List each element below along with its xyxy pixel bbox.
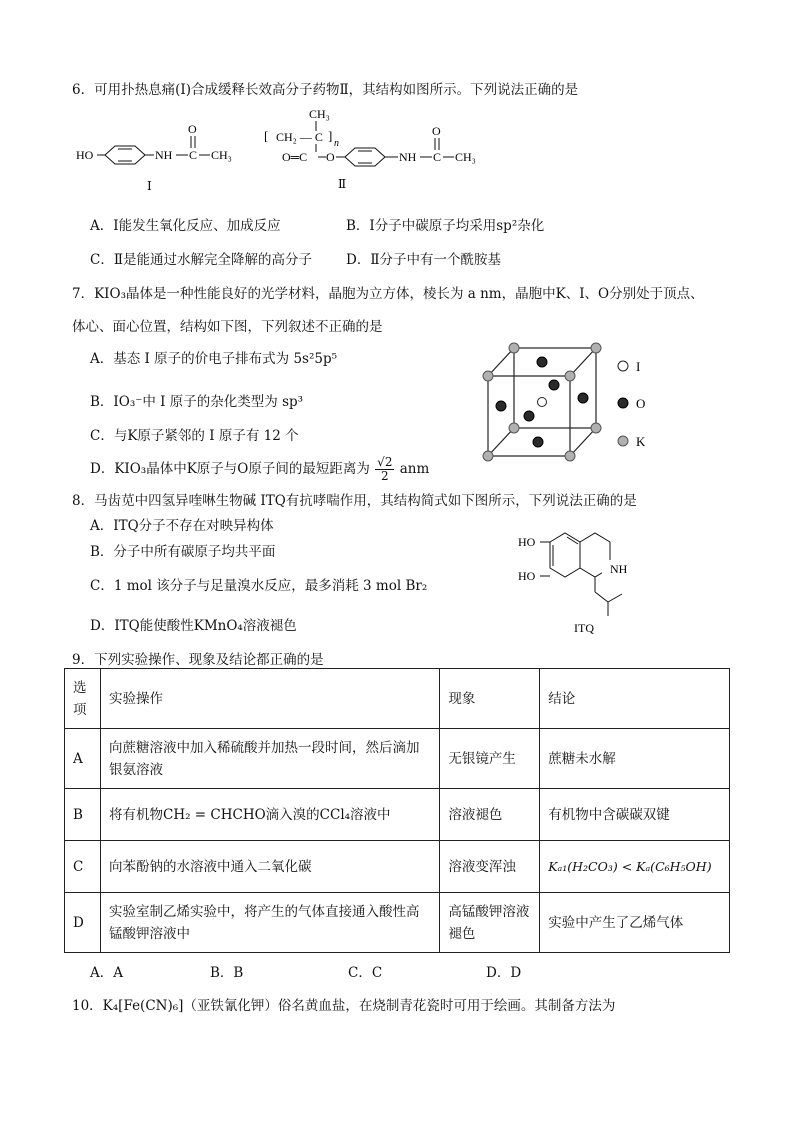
- q7-frac-unit: anm: [399, 461, 430, 477]
- q6-s2-n: n: [334, 138, 339, 149]
- q6-s2-o2: O: [432, 124, 441, 138]
- q6-s2-c: C: [433, 150, 442, 164]
- cell-operation: 将有机物CH₂ = CHCHO滴入溴的CCl₄溶液中: [100, 789, 439, 841]
- table-row: [65, 841, 730, 893]
- q6-s2-name: Ⅱ: [338, 177, 347, 191]
- svg-text:[: [: [264, 128, 269, 143]
- q8-ho-1: HO: [518, 535, 536, 549]
- cell-operation: 实验室制乙烯实验中，将产生的气体直接通入酸性高锰酸钾溶液中: [100, 893, 439, 953]
- cell-operation: 向蔗糖溶液中加入稀硫酸并加热一段时间，然后滴加银氨溶液: [100, 729, 439, 789]
- q7-stem-line1: 7．KIO₃晶体是一种性能良好的光学材料，晶胞为立方体，棱长为 a nm，晶胞中K、I、O分别处于顶点、: [72, 286, 704, 302]
- cell-conclusion: 实验中产生了乙烯气体: [540, 893, 730, 953]
- q6-structure-1: [72, 118, 252, 198]
- q8-option-d: D．ITQ能使酸性KMnO₄溶液褪色: [90, 618, 297, 634]
- cell-option: D: [65, 893, 101, 953]
- cell-conclusion: Kₐ₁(H₂CO₃) < Kₐ(C₆H₅OH): [540, 841, 730, 893]
- cell-option: C: [65, 841, 101, 893]
- q6-s2-ch3: CH₃: [309, 107, 330, 121]
- cell-phenomenon: 溶液褪色: [440, 789, 540, 841]
- q8-itq-name: ITQ: [574, 621, 594, 635]
- q10-stem: 10．K₄[Fe(CN)₆]（亚铁氰化钾）俗名黄血盐，在烧制青花瓷时可用于绘画。其制备方法为: [72, 998, 616, 1014]
- table-row: [65, 893, 730, 953]
- q6-s1-nh: NH: [155, 148, 173, 162]
- q9-stem: 9．下列实验操作、现象及结论都正确的是: [72, 652, 324, 668]
- q8-option-b: B．分子中所有碳原子均共平面: [90, 544, 276, 560]
- table-header-row: [65, 669, 730, 729]
- q7-option-a: A．基态 I 原子的价电子排布式为 5s²5p⁵: [90, 351, 338, 367]
- q7-legend-i: I: [636, 359, 641, 374]
- header-conclusion: 结论: [540, 669, 730, 729]
- q7-crystal-cell: [478, 338, 678, 463]
- q8-ho-2: HO: [518, 569, 536, 583]
- cell-phenomenon: 溶液变浑浊: [440, 841, 540, 893]
- q6-s1-c: C: [189, 148, 198, 162]
- q7-option-c: C．与K原子紧邻的 I 原子有 12 个: [90, 428, 299, 444]
- header-option: 选项: [65, 669, 101, 729]
- q7-stem-line2: 体心、面心位置，结构如下图，下列叙述不正确的是: [72, 319, 383, 335]
- q9-answer-a: A．A: [90, 965, 123, 981]
- q6-option-c: C．Ⅱ是能通过水解完全降解的高分子: [90, 252, 313, 268]
- table-row: [65, 789, 730, 841]
- svg-text:]: ]: [328, 128, 333, 143]
- table-row: [65, 729, 730, 789]
- cell-conclusion: 有机物中含碳碳双键: [540, 789, 730, 841]
- q7-option-b: B．IO₃⁻中 I 原子的杂化类型为 sp³: [90, 394, 304, 410]
- q6-s2-oc: O═C: [282, 150, 308, 164]
- q7-frac-num: √2: [377, 455, 393, 469]
- q6-option-d: D．Ⅱ分子中有一个酰胺基: [346, 252, 501, 268]
- q8-option-a: A．ITQ分子不存在对映异构体: [90, 518, 274, 534]
- q6-structure-2: [262, 104, 502, 194]
- cell-option: B: [65, 789, 101, 841]
- q8-option-c: C．1 mol 该分子与足量溴水反应，最多消耗 3 mol Br₂: [90, 578, 428, 594]
- q8-nh: NH: [610, 562, 628, 576]
- q6-s2-nh: NH: [399, 150, 417, 164]
- cell-phenomenon: 高锰酸钾溶液褪色: [440, 893, 540, 953]
- q6-stem: 6．可用扑热息痛(Ⅰ)合成缓释长效高分子药物Ⅱ，其结构如图所示。下列说法正确的是: [72, 82, 579, 98]
- q8-stem: 8．马齿苋中四氢异喹啉生物碱 ITQ有抗哮喘作用，其结构简式如下图所示，下列说法正确的是: [72, 493, 637, 509]
- cell-conclusion: 蔗糖未水解: [540, 729, 730, 789]
- header-phenomenon: 现象: [440, 669, 540, 729]
- q6-s2-chain: CH₂ — C: [276, 130, 323, 144]
- q7-option-d-text: D．KIO₃晶体中K原子与O原子间的最短距离为: [90, 461, 370, 477]
- q6-s2-o: O: [326, 150, 335, 164]
- q9-answer-b: B．B: [210, 965, 244, 981]
- q6-s1-ch3: CH₃: [211, 148, 232, 162]
- q8-itq-structure: [512, 528, 662, 638]
- q6-option-a: A．Ⅰ能发生氧化反应、加成反应: [90, 218, 281, 234]
- q6-s1-ho: HO: [76, 148, 94, 162]
- q7-frac-den: 2: [380, 469, 389, 483]
- cell-phenomenon: 无银镜产生: [440, 729, 540, 789]
- q7-legend-o: O: [636, 396, 646, 411]
- q9-answer-c: C．C: [348, 965, 383, 981]
- q6-option-b: B．Ⅰ分子中碳原子均采用sp²杂化: [346, 218, 545, 234]
- q6-s2-ch3b: CH₃: [455, 150, 476, 164]
- header-operation: 实验操作: [100, 669, 439, 729]
- q7-legend-k: K: [636, 434, 646, 449]
- cell-option: A: [65, 729, 101, 789]
- q6-s1-o: O: [188, 122, 197, 136]
- q6-s1-name: Ⅰ: [147, 179, 152, 193]
- q9-table: [64, 668, 730, 953]
- cell-operation: 向苯酚钠的水溶液中通入二氧化碳: [100, 841, 439, 893]
- q7-option-d: [90, 456, 429, 483]
- q9-answer-d: D．D: [486, 965, 522, 981]
